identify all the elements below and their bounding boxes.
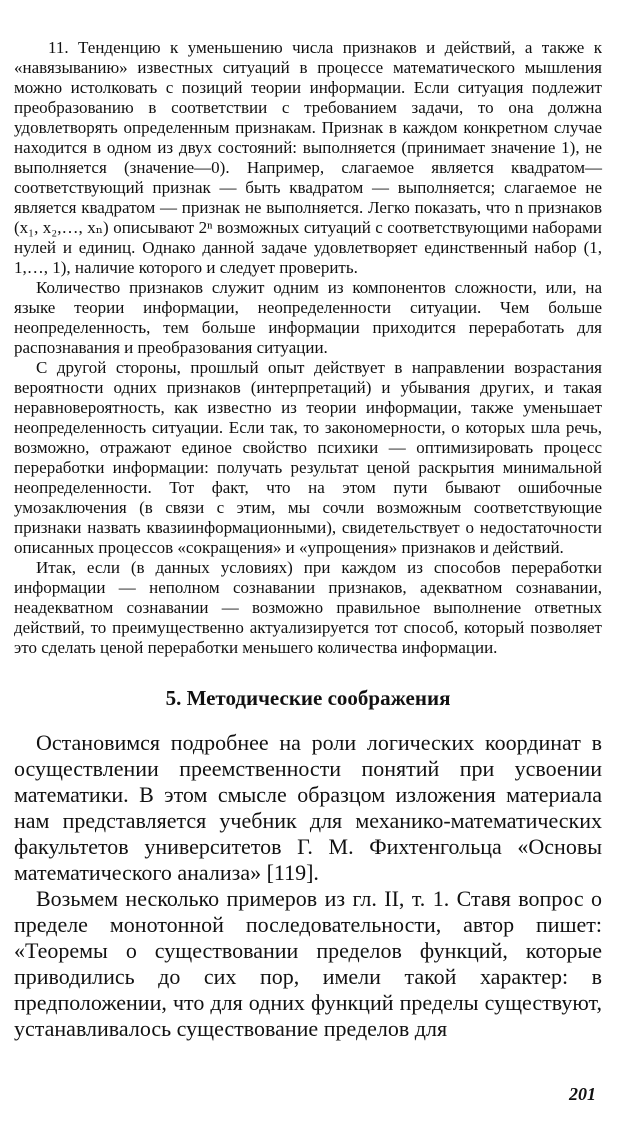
paragraph-complexity: Количество признаков служит одним из компонентов сложности, или, на языке теории информации, неопределенности ситуации. Чем больше неопределенность, тем больше информации приходится переработать для распознавания и преобразования ситуации.	[14, 278, 602, 357]
page-number: 201	[569, 1084, 596, 1104]
paragraph-past-experience: С другой стороны, прошлый опыт действует в направлении возрастания вероятности одних признаков (интерпретаций) и убывания других, и такая неравновероятность, как известно из теории информации, также уменьшает неопределенность ситуации. Если так, то закономерности, о которых шла речь, возможно, отражают единое свойство психики — оптимизировать процесс переработки информации: получать результат ценой раскрытия минимальной неопределенности. Тот факт, что на этом пути бывают ошибочные умозаключения (в связи с этим, мы сочли возможным соответствующие признаки назвать квазиинформационными), свидетельствует о недостаточности описанных процессов «сокращения» и «упрощения» признаков и действий.	[14, 358, 602, 557]
small-text-block	[14, 38, 602, 658]
paragraph-11: 11. Тенденцию к уменьшению числа признаков и действий, а также к «навязыванию» известных ситуаций в процессе математического мышления можно истолковать с позиций теории информации. Если ситуация подлежит преобразованию в соответствии с требованием задачи, то она должна удовлетворять определенным признакам. Признак в каждом конкретном случае находится в одном из двух состояний: выполняется (принимает значение 1), не выполняется (значение—0). Например, слагаемое является квадратом—соответствующий признак — быть квадратом — выполняется; слагаемое не является квадратом — признак не выполняется. Легко показать, что n признаков (x₁, x₂,…, xₙ) описывают 2ⁿ возможных ситуаций с соответствующими наборами нулей и единиц. Однако данной задаче удовлетворяет единственный набор (1, 1,…, 1), наличие которого и следует проверить.	[14, 38, 602, 277]
paragraph-logical-coordinates: Остановимся подробнее на роли логических координат в осуществлении преемственности понятий при усвоении математики. В этом смысле образцом изложения материала нам представляется учебник для механико-математических факультетов университетов Г. М. Фихтенгольца «Основы математического анализа» [119].	[14, 730, 602, 885]
paragraph-examples: Возьмем несколько примеров из гл. II, т. 1. Ставя вопрос о пределе монотонной последовательности, автор пишет: «Теоремы о существовании пределов функций, которые приводились до сих пор, имели такой характер: в предположении, что для одних функций пределы существуют, устанавливалось существование пределов для	[14, 886, 602, 1041]
large-text-block	[14, 730, 602, 1042]
section-heading: 5. Методические соображения	[165, 686, 451, 710]
paragraph-conclusion: Итак, если (в данных условиях) при каждом из способов переработки информации — неполном сознавании признаков, адекватном сознавании, неадекватном сознавании — возможно правильное выполнение ответных действий, то преимущественно актуализируется тот способ, который позволяет это сделать ценой переработки меньшего количества информации.	[14, 558, 602, 657]
